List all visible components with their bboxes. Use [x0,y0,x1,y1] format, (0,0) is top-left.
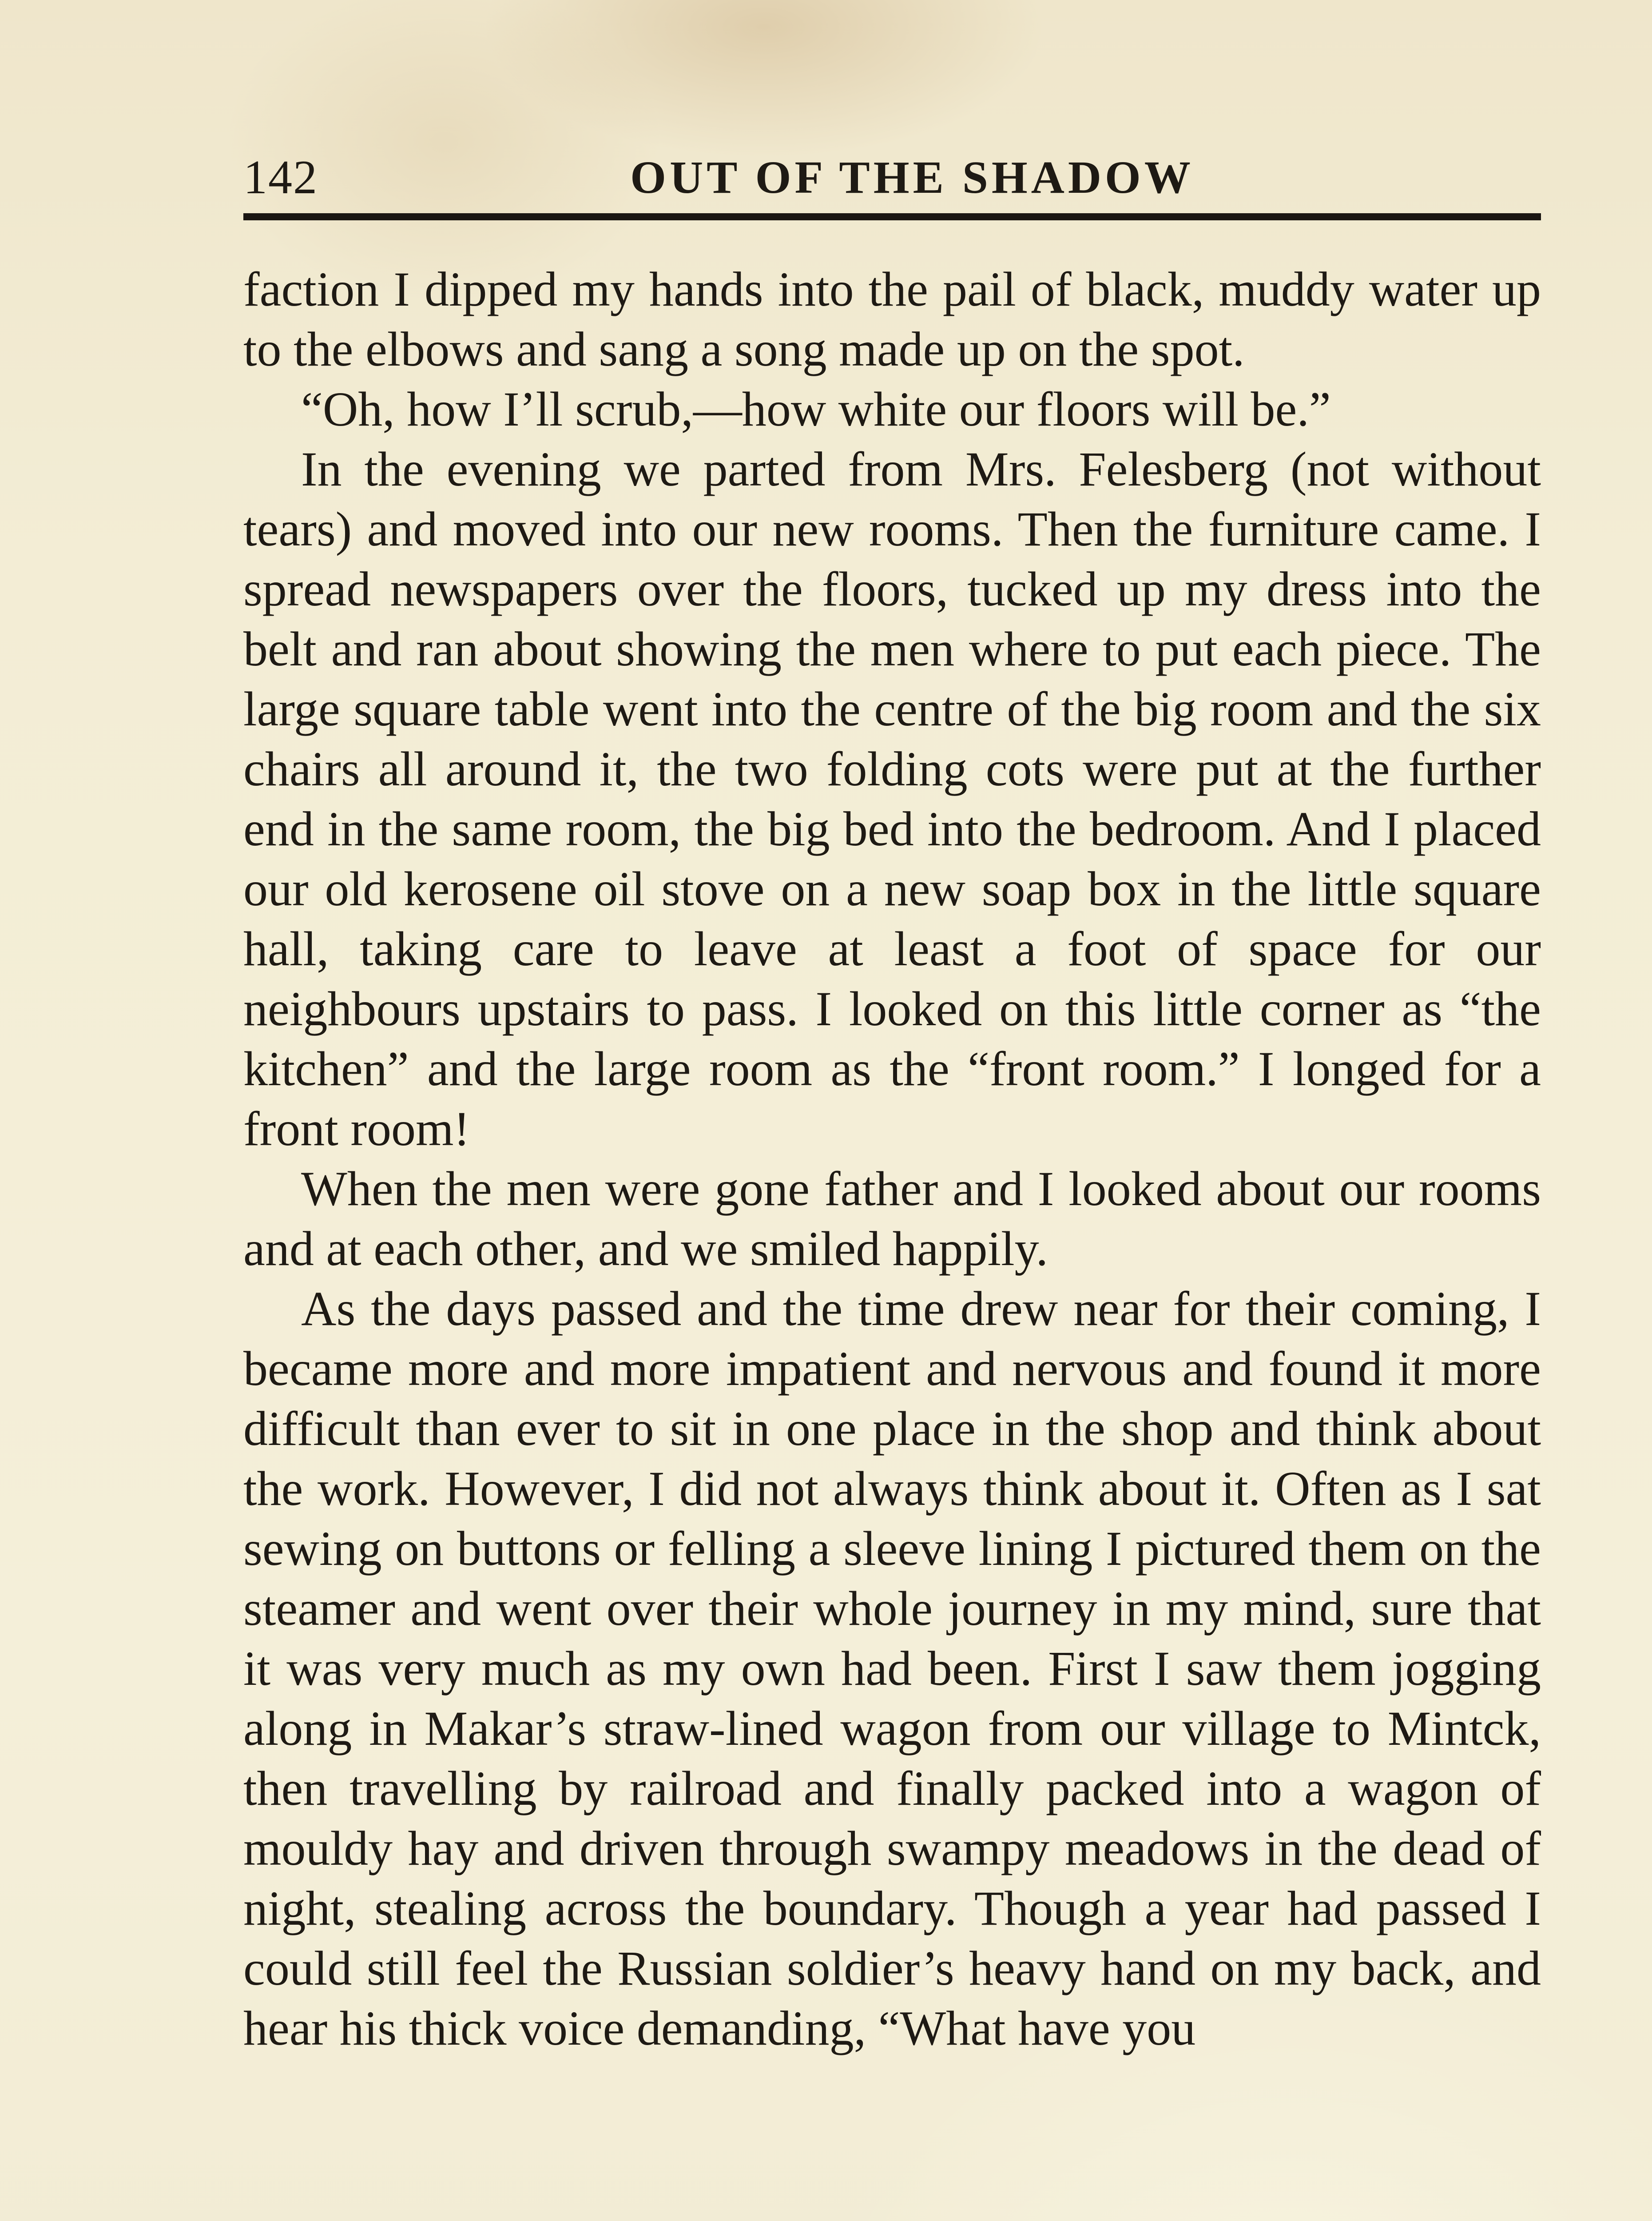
paragraph: As the days passed and the time drew near for their coming, I became more and more impatient and nervous and found it more difficult than ever to sit in one place in the shop and think about the work. However, I did not always think about it. Often as I sat sewing on buttons or felling a sleeve lining I pictured them on the steamer and went over their whole journey in my mind, sure that it was very much as my own had been. First I saw them jogging along in Makar’s straw-lined wagon from our village to Mintck, then travelling by railroad and finally packed into a wagon of mouldy hay and driven through swampy meadows in the dead of night, stealing across the boundary. Though a year had passed I could still feel the Russian soldier’s heavy hand on my back, and hear his thick voice demanding, “What have you [243,1282,1541,2055]
paragraph-continued: faction I dipped my hands into the pail of black, muddy water up to the elbows and sang a song made up on the spot. [243,262,1541,376]
header-rule [243,213,1541,220]
paragraph: When the men were gone father and I looked about our rooms and at each other, and we smiled happily. [243,1162,1541,1276]
running-title: OUT OF THE SHADOW [630,152,1194,203]
paragraph-quote: “Oh, how I’ll scrub,—how white our floors will be.” [301,382,1331,436]
page-number: 142 [243,151,318,204]
paragraph: In the evening we parted from Mrs. Felesberg (not without tears) and moved into our new rooms. Then the furniture came. I spread newspapers over the floors, tucked up my dress into the belt and ran about showing the men where to put each piece. The large square table went into the centre of the big room and the six chairs all around it, the two folding cots were put at the further end in the same room, the big bed into the bedroom. And I placed our old kerosene oil stove on a new soap box in the little square hall, taking care to leave at least a foot of space for our neighbours upstairs to pass. I looked on this little corner as “the kitchen” and the large room as the “front room.” I longed for a front room! [243,442,1541,1156]
body-text [243,259,1541,2058]
page-header [243,147,1541,209]
